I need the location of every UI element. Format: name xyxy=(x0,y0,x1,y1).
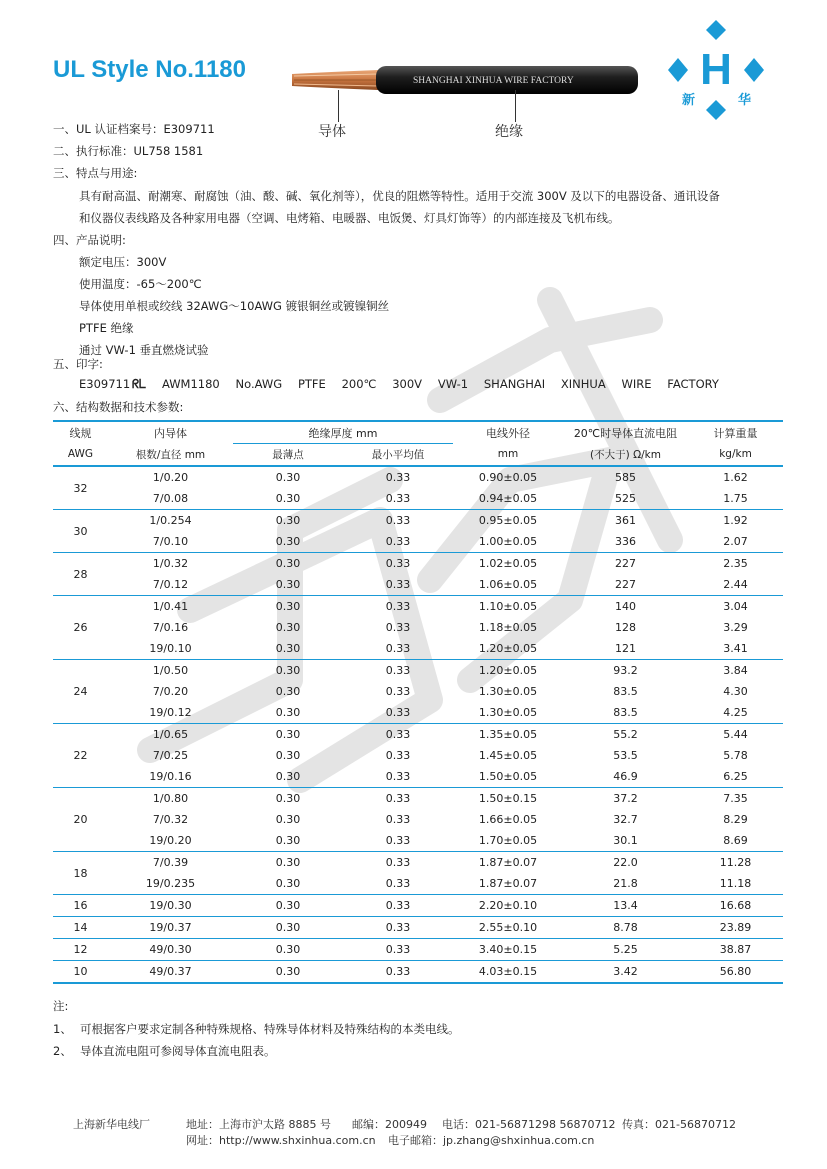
table-row xyxy=(53,531,783,553)
table-row xyxy=(53,895,783,917)
ins-min-cell: 0.30 xyxy=(275,706,301,719)
od-cell: 1.87±0.07 xyxy=(453,852,563,874)
weight-cell: 2.35 xyxy=(688,553,783,575)
ins-avg-cell: 0.33 xyxy=(343,724,453,746)
header-od: 电线外径 xyxy=(453,421,563,444)
od-cell: 1.35±0.05 xyxy=(453,724,563,746)
section-standard: 二、执行标准：UL758 1581 xyxy=(53,144,204,158)
table-row xyxy=(53,830,783,852)
header-ins-avg: 最小平均值 xyxy=(343,444,453,467)
marking-item: No.AWG xyxy=(235,377,283,391)
ins-min-cell: 0.30 xyxy=(275,492,301,505)
ul-recognized-icon: ᖇᒪ xyxy=(131,377,147,391)
resistance-cell: 585 xyxy=(563,466,688,488)
ins-avg-cell: 0.33 xyxy=(385,813,411,826)
marking-item: 300V xyxy=(392,377,423,391)
header-conductor-unit: 根数/直径 mm xyxy=(108,444,233,467)
awg-cell: 24 xyxy=(53,660,108,724)
product-conductor: 导体使用单根或绞线 32AWG～10AWG 镀银铜丝或镀镍铜丝 xyxy=(79,299,390,313)
resistance-cell: 21.8 xyxy=(613,877,638,890)
ins-min-cell: 0.30 xyxy=(275,685,301,698)
resistance-cell: 93.2 xyxy=(563,660,688,682)
product-insulation: PTFE 绝缘 xyxy=(79,321,134,335)
ins-avg-cell: 0.33 xyxy=(385,706,411,719)
weight-cell: 11.28 xyxy=(688,852,783,874)
od-cell: 1.30±0.05 xyxy=(478,706,538,719)
section-product-heading: 四、产品说明: xyxy=(53,233,126,247)
resistance-cell: 22.0 xyxy=(563,852,688,874)
cable-illustration xyxy=(288,62,648,102)
od-cell: 1.66±0.05 xyxy=(478,813,538,826)
conductor-cell: 1/0.41 xyxy=(108,596,233,618)
conductor-cell: 7/0.25 xyxy=(152,749,189,762)
awg-cell: 16 xyxy=(53,895,108,917)
marking-item: XINHUA xyxy=(560,377,606,391)
weight-cell: 16.68 xyxy=(688,895,783,917)
conductor-cell: 1/0.50 xyxy=(108,660,233,682)
table-row xyxy=(53,466,783,488)
awg-cell: 26 xyxy=(53,596,108,660)
awg-cell: 18 xyxy=(53,852,108,895)
notes-heading: 注: xyxy=(53,999,69,1013)
resistance-cell: 121 xyxy=(615,642,636,655)
ins-min-cell: 0.30 xyxy=(233,510,343,532)
table-row xyxy=(53,574,783,596)
od-cell: 4.03±0.15 xyxy=(453,961,563,984)
conductor-cell: 1/0.65 xyxy=(108,724,233,746)
table-row xyxy=(53,553,783,575)
conductor-strands xyxy=(292,70,378,90)
marking-item: PTFE xyxy=(297,377,326,391)
ins-avg-cell: 0.33 xyxy=(343,596,453,618)
ins-avg-cell: 0.33 xyxy=(343,553,453,575)
ins-min-cell: 0.30 xyxy=(233,553,343,575)
header-resistance-unit: (不大于) Ω/km xyxy=(563,444,688,467)
footer-address: 地址：上海市沪太路 8885 号 xyxy=(186,1118,331,1131)
table-row xyxy=(53,917,783,939)
table-row xyxy=(53,809,783,830)
weight-cell: 7.35 xyxy=(688,788,783,810)
footer-phone: 电话：021-56871298 56870712 xyxy=(442,1118,616,1131)
awg-cell: 28 xyxy=(53,553,108,596)
product-flame-test: 通过 VW-1 垂直燃烧试验 xyxy=(79,343,209,357)
ins-min-cell: 0.30 xyxy=(275,877,301,890)
table-row xyxy=(53,766,783,788)
marking-item: SHANGHAI xyxy=(483,377,546,391)
header-weight-unit: kg/km xyxy=(688,444,783,467)
note-1: 可根据客户要求定制各种特殊规格、特殊导体材料及特殊结构的本类电线。 xyxy=(80,1022,460,1036)
od-cell: 1.00±0.05 xyxy=(478,535,538,548)
conductor-cell: 7/0.08 xyxy=(152,492,189,505)
conductor-label: 导体 xyxy=(318,124,346,140)
xinhua-logo xyxy=(666,20,766,120)
ins-avg-cell: 0.33 xyxy=(385,535,411,548)
marking-item: FACTORY xyxy=(667,377,719,391)
ins-avg-cell: 0.33 xyxy=(343,510,453,532)
weight-cell: 5.78 xyxy=(723,749,748,762)
ins-avg-cell: 0.33 xyxy=(385,877,411,890)
ins-avg-cell: 0.33 xyxy=(385,578,411,591)
weight-cell: 6.25 xyxy=(723,770,748,783)
weight-cell: 2.44 xyxy=(723,578,748,591)
awg-cell: 20 xyxy=(53,788,108,852)
awg-cell: 32 xyxy=(53,466,108,510)
table-row xyxy=(53,681,783,702)
product-temperature: 使用温度：-65～200℃ xyxy=(79,277,202,291)
ins-min-cell: 0.30 xyxy=(275,578,301,591)
ins-avg-cell: 0.33 xyxy=(385,770,411,783)
ins-avg-cell: 0.33 xyxy=(385,492,411,505)
od-cell: 0.90±0.05 xyxy=(453,466,563,488)
weight-cell: 3.84 xyxy=(688,660,783,682)
od-cell: 1.06±0.05 xyxy=(478,578,538,591)
ins-min-cell: 0.30 xyxy=(233,895,343,917)
resistance-cell: 83.5 xyxy=(613,685,638,698)
resistance-cell: 525 xyxy=(615,492,636,505)
ins-min-cell: 0.30 xyxy=(275,621,301,634)
marking-line xyxy=(79,377,719,392)
awg-cell: 10 xyxy=(53,961,108,984)
footer-fax: 传真：021-56870712 xyxy=(622,1118,736,1131)
ins-avg-cell: 0.33 xyxy=(343,852,453,874)
table-row xyxy=(53,617,783,638)
table-row xyxy=(53,961,783,984)
ins-min-cell: 0.30 xyxy=(275,813,301,826)
resistance-cell: 227 xyxy=(563,553,688,575)
resistance-cell: 55.2 xyxy=(563,724,688,746)
ins-avg-cell: 0.33 xyxy=(385,621,411,634)
conductor-cell: 19/0.10 xyxy=(149,642,192,655)
header-resistance: 20℃时导体直流电阻 xyxy=(563,421,688,444)
weight-cell: 4.25 xyxy=(723,706,748,719)
section-marking-heading: 五、印字: xyxy=(53,357,103,371)
features-line-2: 和仪器仪表线路及各种家用电器（空调、电烤箱、电暖器、电饭煲、灯具灯饰等）的内部连接及飞机布线。 xyxy=(79,211,620,225)
weight-cell: 2.07 xyxy=(723,535,748,548)
table-row xyxy=(53,660,783,682)
weight-cell: 1.62 xyxy=(688,466,783,488)
ins-avg-cell: 0.33 xyxy=(385,834,411,847)
conductor-cell: 7/0.12 xyxy=(152,578,189,591)
header-od-unit: mm xyxy=(453,444,563,467)
ins-min-cell: 0.30 xyxy=(233,466,343,488)
footer-email[interactable]: 电子邮箱：jp.zhang@shxinhua.com.cn xyxy=(388,1134,595,1147)
conductor-cell: 49/0.37 xyxy=(108,961,233,984)
weight-cell: 1.75 xyxy=(723,492,748,505)
conductor-cell: 1/0.32 xyxy=(108,553,233,575)
table-row xyxy=(53,939,783,961)
marking-item: E309711 xyxy=(79,377,131,391)
conductor-cell: 19/0.12 xyxy=(149,706,192,719)
awg-cell: 12 xyxy=(53,939,108,961)
ins-avg-cell: 0.33 xyxy=(343,895,453,917)
conductor-cell: 7/0.20 xyxy=(152,685,189,698)
header-awg-unit: AWG xyxy=(53,444,108,467)
spec-table-body xyxy=(53,466,783,983)
conductor-cell: 49/0.30 xyxy=(108,939,233,961)
resistance-cell: 46.9 xyxy=(613,770,638,783)
resistance-cell: 3.42 xyxy=(563,961,688,984)
od-cell: 1.50±0.15 xyxy=(453,788,563,810)
logo-text-2: 华 xyxy=(738,93,752,108)
spec-table xyxy=(53,420,783,984)
insulation-label: 绝缘 xyxy=(495,124,523,140)
weight-cell: 3.04 xyxy=(688,596,783,618)
ins-avg-cell: 0.33 xyxy=(343,961,453,984)
weight-cell: 3.41 xyxy=(723,642,748,655)
footer-postcode: 邮编：200949 xyxy=(352,1118,427,1131)
od-cell: 1.30±0.05 xyxy=(478,685,538,698)
resistance-cell: 227 xyxy=(615,578,636,591)
weight-cell: 3.29 xyxy=(723,621,748,634)
conductor-cell: 19/0.30 xyxy=(108,895,233,917)
table-row xyxy=(53,510,783,532)
table-row xyxy=(53,873,783,895)
conductor-cell: 7/0.32 xyxy=(152,813,189,826)
conductor-cell: 7/0.10 xyxy=(152,535,189,548)
resistance-cell: 8.78 xyxy=(563,917,688,939)
marking-item: 200℃ xyxy=(341,377,377,391)
ins-min-cell: 0.30 xyxy=(275,642,301,655)
od-cell: 1.18±0.05 xyxy=(478,621,538,634)
ins-avg-cell: 0.33 xyxy=(385,749,411,762)
note-1-number: 1、 xyxy=(53,1022,72,1036)
footer-company: 上海新华电线厂 xyxy=(73,1118,150,1131)
awg-cell: 22 xyxy=(53,724,108,788)
od-cell: 1.70±0.05 xyxy=(478,834,538,847)
resistance-cell: 30.1 xyxy=(613,834,638,847)
note-2: 导体直流电阻可参阅导体直流电阻表。 xyxy=(80,1044,276,1058)
table-row xyxy=(53,702,783,724)
weight-cell: 8.29 xyxy=(723,813,748,826)
weight-cell: 8.69 xyxy=(723,834,748,847)
conductor-cell: 19/0.235 xyxy=(145,877,196,890)
table-row xyxy=(53,638,783,660)
table-row xyxy=(53,852,783,874)
table-row xyxy=(53,488,783,510)
ins-min-cell: 0.30 xyxy=(233,724,343,746)
resistance-cell: 361 xyxy=(563,510,688,532)
resistance-cell: 37.2 xyxy=(563,788,688,810)
ins-min-cell: 0.30 xyxy=(233,660,343,682)
ins-min-cell: 0.30 xyxy=(233,788,343,810)
table-row xyxy=(53,596,783,618)
table-row xyxy=(53,724,783,746)
ins-min-cell: 0.30 xyxy=(275,749,301,762)
ins-min-cell: 0.30 xyxy=(233,939,343,961)
weight-cell: 1.92 xyxy=(688,510,783,532)
od-cell: 1.02±0.05 xyxy=(453,553,563,575)
ins-min-cell: 0.30 xyxy=(233,917,343,939)
marking-item: AWM1180 xyxy=(161,377,220,391)
conductor-cell: 1/0.20 xyxy=(108,466,233,488)
table-row xyxy=(53,788,783,810)
weight-cell: 4.30 xyxy=(723,685,748,698)
ins-min-cell: 0.30 xyxy=(233,596,343,618)
awg-cell: 14 xyxy=(53,917,108,939)
page-title: UL Style No.1180 xyxy=(53,56,246,83)
od-cell: 1.45±0.05 xyxy=(478,749,538,762)
ins-min-cell: 0.30 xyxy=(233,852,343,874)
section-spec-heading: 六、结构数据和技术参数: xyxy=(53,400,184,414)
od-cell: 1.10±0.05 xyxy=(453,596,563,618)
ins-avg-cell: 0.33 xyxy=(385,685,411,698)
od-cell: 1.87±0.07 xyxy=(478,877,538,890)
note-2-number: 2、 xyxy=(53,1044,72,1058)
weight-cell: 56.80 xyxy=(688,961,783,984)
resistance-cell: 53.5 xyxy=(613,749,638,762)
section-ul-file: 一、UL 认证档案号：E309711 xyxy=(53,122,215,136)
product-rated-voltage: 额定电压：300V xyxy=(79,255,167,269)
weight-cell: 23.89 xyxy=(688,917,783,939)
resistance-cell: 32.7 xyxy=(613,813,638,826)
resistance-cell: 128 xyxy=(615,621,636,634)
header-weight: 计算重量 xyxy=(688,421,783,444)
od-cell: 1.20±0.05 xyxy=(453,660,563,682)
od-cell: 0.95±0.05 xyxy=(453,510,563,532)
marking-item: VW-1 xyxy=(437,377,469,391)
od-cell: 1.20±0.05 xyxy=(478,642,538,655)
ins-avg-cell: 0.33 xyxy=(343,466,453,488)
ins-min-cell: 0.30 xyxy=(275,535,301,548)
ins-avg-cell: 0.33 xyxy=(343,939,453,961)
header-ins-min: 最薄点 xyxy=(233,444,343,467)
od-cell: 1.50±0.05 xyxy=(478,770,538,783)
logo-text-1: 新 xyxy=(682,93,696,108)
ins-avg-cell: 0.33 xyxy=(343,660,453,682)
header-insulation: 绝缘厚度 mm xyxy=(233,421,453,444)
conductor-cell: 19/0.37 xyxy=(108,917,233,939)
header-awg: 线规 xyxy=(53,421,108,444)
od-cell: 0.94±0.05 xyxy=(478,492,538,505)
resistance-cell: 336 xyxy=(615,535,636,548)
resistance-cell: 5.25 xyxy=(563,939,688,961)
features-line-1: 具有耐高温、耐潮寒、耐腐蚀（油、酸、碱、氧化剂等），优良的阻燃等特性。适用于交流 300V 及以下的电器设备、通讯设备 xyxy=(79,189,720,203)
section-features-heading: 三、特点与用途: xyxy=(53,166,138,180)
conductor-cell: 19/0.20 xyxy=(149,834,192,847)
conductor-cell: 7/0.16 xyxy=(152,621,189,634)
ins-min-cell: 0.30 xyxy=(275,834,301,847)
conductor-cell: 19/0.16 xyxy=(149,770,192,783)
marking-item: WIRE xyxy=(621,377,652,391)
conductor-cell: 1/0.80 xyxy=(108,788,233,810)
weight-cell: 38.87 xyxy=(688,939,783,961)
conductor-cell: 7/0.39 xyxy=(108,852,233,874)
ins-min-cell: 0.30 xyxy=(233,961,343,984)
conductor-cell: 1/0.254 xyxy=(108,510,233,532)
ins-avg-cell: 0.33 xyxy=(343,917,453,939)
ins-avg-cell: 0.33 xyxy=(343,788,453,810)
resistance-cell: 83.5 xyxy=(613,706,638,719)
resistance-cell: 13.4 xyxy=(563,895,688,917)
od-cell: 2.55±0.10 xyxy=(453,917,563,939)
ins-avg-cell: 0.33 xyxy=(385,642,411,655)
table-row xyxy=(53,745,783,766)
od-cell: 2.20±0.10 xyxy=(453,895,563,917)
awg-cell: 30 xyxy=(53,510,108,553)
weight-cell: 11.18 xyxy=(719,877,752,890)
resistance-cell: 140 xyxy=(563,596,688,618)
cable-print: SHANGHAI XINHUA WIRE FACTORY xyxy=(413,76,574,86)
od-cell: 3.40±0.15 xyxy=(453,939,563,961)
weight-cell: 5.44 xyxy=(688,724,783,746)
footer-website[interactable]: 网址：http://www.shxinhua.com.cn xyxy=(186,1134,376,1147)
ins-min-cell: 0.30 xyxy=(275,770,301,783)
header-conductor: 内导体 xyxy=(108,421,233,444)
logo-letter: H xyxy=(700,45,732,94)
